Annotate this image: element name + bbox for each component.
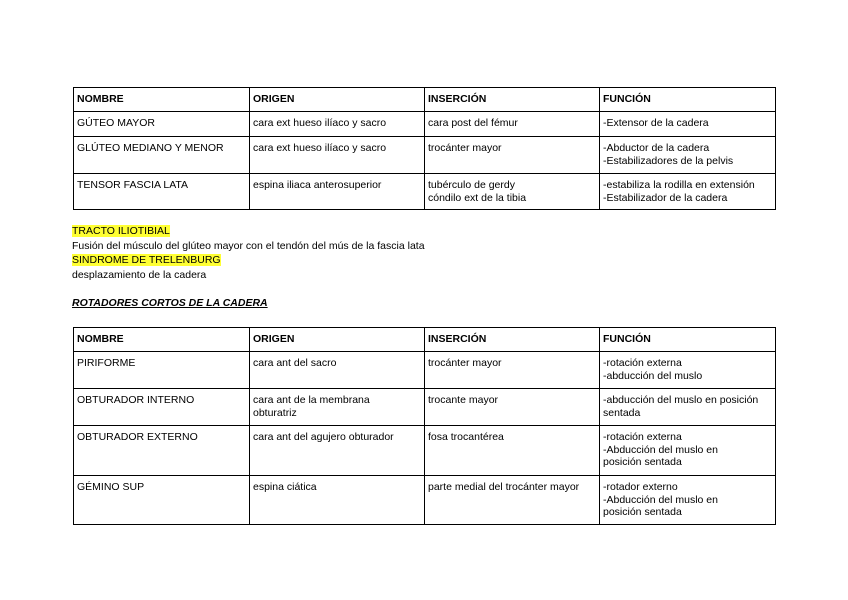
cell-line: trocánter mayor (428, 142, 502, 154)
cell-line: parte medial del trocánter mayor (428, 481, 580, 493)
cell-line: -Abducción del muslo en (603, 443, 718, 456)
muscles-table (73, 87, 776, 210)
cell-line: sentada (603, 406, 641, 419)
cell-origen (250, 112, 425, 137)
cell-line: trocánter mayor (428, 357, 502, 369)
cell-line: cara ant del agujero obturador (253, 431, 394, 443)
cell-line: fosa trocantérea (428, 431, 504, 443)
cell-nombre: GÚTEO MAYOR (74, 112, 250, 137)
cell-line: cara ant del sacro (253, 357, 337, 369)
cell-funcion (600, 137, 776, 174)
cell-nombre: PIRIFORME (74, 352, 250, 389)
cell-nombre: OBTURADOR INTERNO (74, 389, 250, 426)
cell-line: -Extensor de la cadera (603, 117, 709, 129)
table-row (74, 174, 776, 210)
header-origen: ORIGEN (250, 328, 425, 352)
table-row (74, 137, 776, 174)
cell-insercion (425, 426, 600, 476)
header-nombre: NOMBRE (74, 88, 250, 112)
cell-funcion (600, 389, 776, 426)
cell-nombre: GÉMINO SUP (74, 476, 250, 525)
cell-line: cara ext hueso ilíaco y sacro (253, 142, 387, 154)
header-nombre: NOMBRE (74, 328, 250, 352)
cell-funcion (600, 112, 776, 137)
cell-line: cóndilo ext de la tibia (428, 191, 527, 204)
cell-line: -rotador externo (603, 481, 678, 493)
header-funcion: FUNCIÓN (600, 88, 776, 112)
cell-origen (250, 137, 425, 174)
cell-insercion (425, 389, 600, 426)
cell-line: trocante mayor (428, 394, 499, 406)
cell-origen (250, 352, 425, 389)
header-insercion: INSERCIÓN (425, 88, 600, 112)
cell-line: espina iliaca anterosuperior (253, 179, 382, 191)
cell-origen (250, 476, 425, 525)
table-header-row (74, 328, 776, 352)
cell-nombre: GLÚTEO MEDIANO Y MENOR (74, 137, 250, 174)
cell-insercion (425, 174, 600, 210)
cell-line: obturatriz (253, 406, 297, 419)
cell-line: -estabiliza la rodilla en extensión (603, 179, 755, 191)
note-text: Fusión del músculo del glúteo mayor con el tendón del mús de la fascia lata (72, 239, 425, 252)
highlighted-term: SINDROME DE TRELENBURG (72, 254, 221, 267)
cell-line: -rotación externa (603, 357, 682, 369)
cell-line: -Abducción del muslo en (603, 493, 718, 506)
cell-nombre: TENSOR FASCIA LATA (74, 174, 250, 210)
table-header-row (74, 88, 776, 112)
cell-line: cara ext hueso ilíaco y sacro (253, 117, 387, 129)
rotators-table (73, 327, 776, 525)
table-row (74, 352, 776, 389)
cell-funcion (600, 352, 776, 389)
cell-nombre: OBTURADOR EXTERNO (74, 426, 250, 476)
cell-line: cara ant de la membrana (253, 394, 370, 406)
table-row (74, 426, 776, 476)
cell-line: posición sentada (603, 506, 682, 518)
note-sindrome-trelenburg (72, 253, 425, 268)
cell-line: tubérculo de gerdy (428, 179, 515, 191)
header-funcion: FUNCIÓN (600, 328, 776, 352)
cell-origen (250, 426, 425, 476)
cell-origen (250, 174, 425, 210)
cell-line: -Abductor de la cadera (603, 142, 710, 154)
cell-insercion (425, 352, 600, 389)
note-text: desplazamiento de la cadera (72, 268, 207, 281)
notes-block (72, 224, 425, 282)
cell-funcion (600, 426, 776, 476)
table-row (74, 389, 776, 426)
section-title: ROTADORES CORTOS DE LA CADERA (72, 297, 268, 309)
header-origen: ORIGEN (250, 88, 425, 112)
cell-line: -Estabilizadores de la pelvis (603, 154, 734, 167)
cell-funcion (600, 174, 776, 210)
cell-insercion (425, 476, 600, 525)
table-row (74, 476, 776, 525)
cell-line: espina ciática (253, 481, 317, 493)
header-insercion: INSERCIÓN (425, 328, 600, 352)
cell-line: cara post del fémur (428, 117, 518, 129)
cell-funcion (600, 476, 776, 525)
cell-insercion (425, 112, 600, 137)
cell-origen (250, 389, 425, 426)
table-row (74, 112, 776, 137)
cell-line: -abducción del muslo (603, 369, 703, 382)
cell-insercion (425, 137, 600, 174)
cell-line: -rotación externa (603, 431, 682, 443)
cell-line: posición sentada (603, 456, 682, 468)
cell-line: -Estabilizador de la cadera (603, 191, 728, 204)
cell-line: -abducción del muslo en posición (603, 394, 759, 406)
note-tracto-iliotibial (72, 224, 425, 239)
highlighted-term: TRACTO ILIOTIBIAL (72, 225, 170, 237)
